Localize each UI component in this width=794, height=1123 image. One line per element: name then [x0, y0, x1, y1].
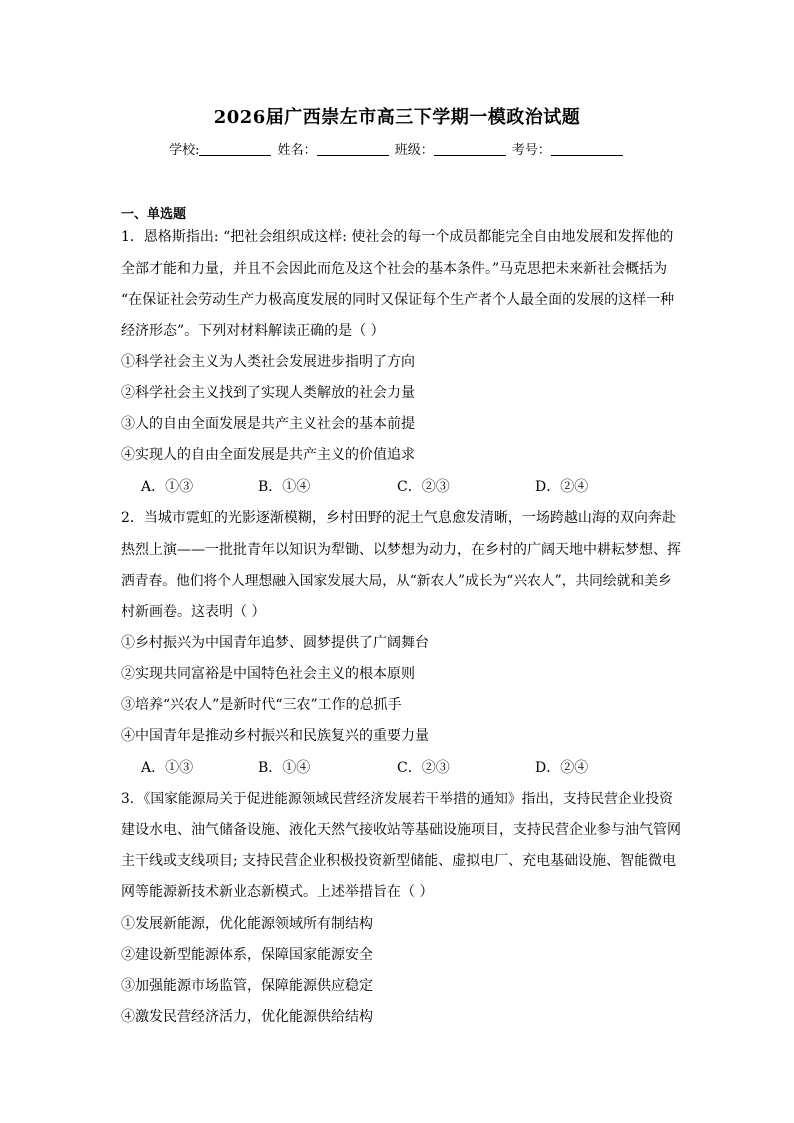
question-3-statement: ④激发民营经济活力，优化能源供给结构 [121, 1009, 373, 1025]
question-2-statement: ④中国青年是推动乡村振兴和民族复兴的重要力量 [121, 728, 429, 744]
question-1-stem-line: 1．恩格斯指出: “把社会组织成这样: 使社会的每一个成员都能完全自由地发展和发挥他的 [121, 229, 674, 245]
question-2-statement: ①乡村振兴为中国青年追梦、圆梦提供了广阔舞台 [121, 635, 429, 651]
question-2-statement: ③培养“兴农人”是新时代“三农”工作的总抓手 [121, 697, 402, 713]
question-1-statement: ③人的自由全面发展是共产主义社会的基本前提 [121, 416, 415, 432]
option-b[interactable]: B．①④ [258, 760, 311, 776]
option-a[interactable]: A．①③ [141, 760, 194, 776]
question-2-stem-line: 村新画卷。这表明（ ） [121, 604, 266, 620]
page-title: 2026届广西崇左市高三下学期一模政治试题 [213, 107, 581, 128]
option-d[interactable]: D．②④ [535, 479, 589, 495]
question-1-stem-line: 经济形态”。下列对材料解读正确的是（ ） [121, 323, 385, 339]
exam-number-label: 考号： [511, 143, 551, 158]
school-label: 学校: [169, 143, 200, 158]
question-1-statement: ④实现人的自由全面发展是共产主义的价值追求 [121, 447, 415, 463]
option-c[interactable]: C．②③ [397, 760, 450, 776]
question-2-stem-line: 热烈上演——一批批青年以知识为犁锄、以梦想为动力，在乡村的广阔天地中耕耘梦想、挥 [121, 542, 681, 558]
question-2-stem-line: 2．当城市霓虹的光影逐渐模糊，乡村田野的泥土气息愈发清晰，一场跨越山海的双向奔赴 [121, 510, 676, 526]
question-3-stem-line: 主干线或支线项目; 支持民营企业积极投资新型储能、虚拟电厂、充电基础设施、智能微电 [121, 853, 677, 869]
question-1-stem-line: “在保证社会劳动生产力极高度发展的同时又保证每个生产者个人最全面的发展的这样一种 [121, 292, 675, 308]
question-3-stem-line: 建设水电、油气储备设施、液化天然气接收站等基础设施项目，支持民营企业参与油气管网 [121, 822, 681, 838]
question-1-statement: ②科学社会主义找到了实现人类解放的社会力量 [121, 385, 415, 401]
section-heading: 一、单选题 [121, 207, 187, 222]
question-3-statement: ③加强能源市场监管，保障能源供应稳定 [121, 978, 373, 994]
class-label: 班级： [394, 143, 434, 158]
question-3-statement: ①发展新能源，优化能源领域所有制结构 [121, 916, 373, 932]
exam-number-blank[interactable] [551, 143, 623, 156]
school-blank[interactable] [199, 143, 271, 156]
name-blank[interactable] [317, 143, 389, 156]
question-2-stem-line: 洒青春。他们将个人理想融入国家发展大局，从“新农人”成长为“兴农人”，共同绘就和美乡 [121, 573, 672, 589]
question-3-stem-line: 3．《国家能源局关于促进能源领域民营经济发展若干举措的通知》指出，支持民营企业投资 [121, 791, 673, 807]
student-info-row [0, 139, 794, 158]
class-blank[interactable] [434, 143, 506, 156]
question-1-stem-line: 全部才能和力量，并且不会因此而危及这个社会的基本条件。”马克思把未来新社会概括为 [121, 261, 668, 277]
question-1-statement: ①科学社会主义为人类社会发展进步指明了方向 [121, 354, 415, 370]
option-d[interactable]: D．②④ [535, 760, 589, 776]
option-c[interactable]: C．②③ [397, 479, 450, 495]
option-a[interactable]: A．①③ [141, 479, 194, 495]
question-2-statement: ②实现共同富裕是中国特色社会主义的根本原则 [121, 666, 415, 682]
option-b[interactable]: B．①④ [258, 479, 311, 495]
question-3-statement: ②建设新型能源体系，保障国家能源安全 [121, 947, 373, 963]
question-3-stem-line: 网等能源新技术新业态新模式。上述举措旨在（ ） [121, 884, 434, 900]
name-label: 姓名： [277, 143, 317, 158]
